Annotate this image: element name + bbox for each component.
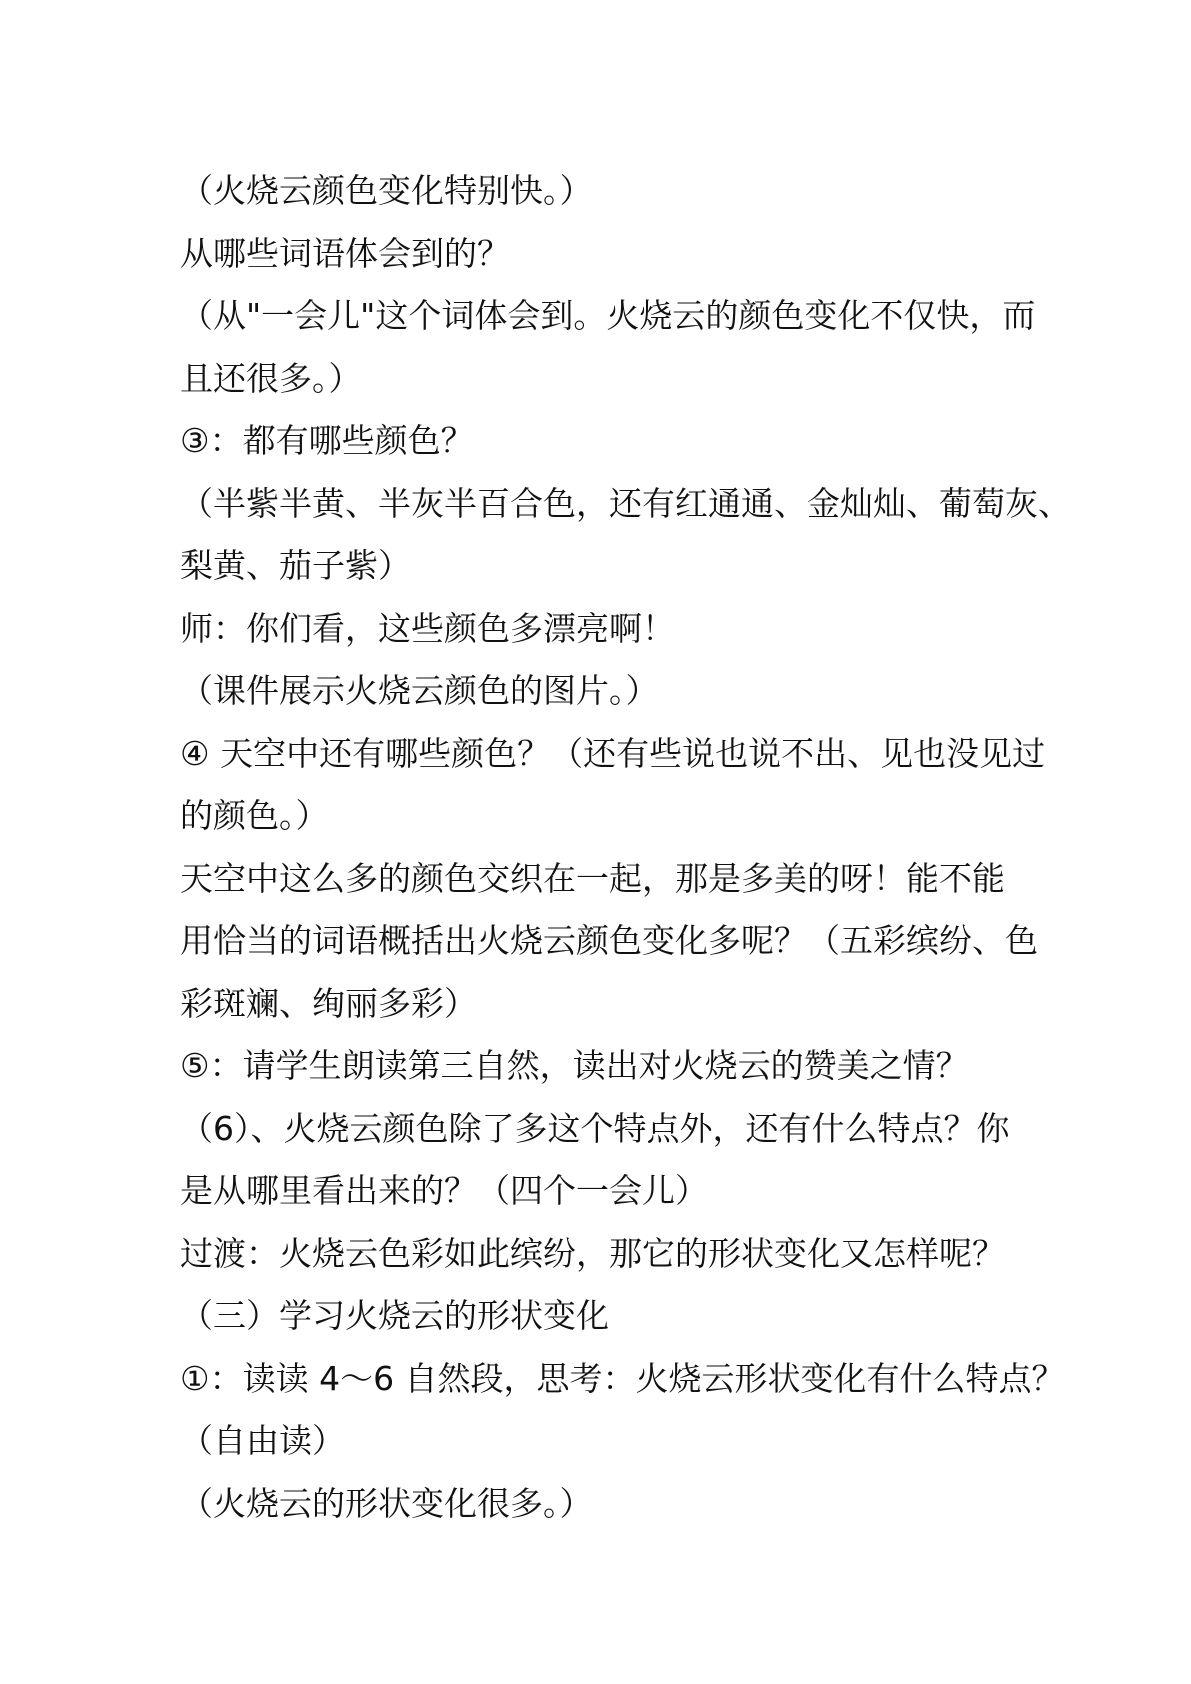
text-line: 过渡：火烧云色彩如此缤纷，那它的形状变化又怎样呢？ xyxy=(180,1233,1005,1273)
text-line: （半紫半黄、半灰半百合色，还有红通通、金灿灿、葡萄灰、 xyxy=(180,483,1071,523)
text-line: 从哪些词语体会到的？ xyxy=(180,233,510,273)
text-line: （火烧云的形状变化很多。） xyxy=(180,1483,593,1523)
document-body xyxy=(180,160,1071,1535)
text-line: 彩斑斓、绚丽多彩） xyxy=(180,983,477,1023)
text-line: 的颜色。） xyxy=(180,796,329,835)
text-line: ④ 天空中还有哪些颜色？（还有些说也说不出、见也没见过 xyxy=(180,733,1046,773)
text-line: （三）学习火烧云的形状变化 xyxy=(180,1296,609,1335)
text-line: （课件展示火烧云颜色的图片。） xyxy=(180,671,659,710)
text-line: （自由读） xyxy=(180,1421,345,1460)
text-line: 师：你们看，这些颜色多漂亮啊！ xyxy=(180,608,675,648)
text-line: 用恰当的词语概括出火烧云颜色变化多呢？（五彩缤纷、色 xyxy=(180,921,1038,960)
text-line: 天空中这么多的颜色交织在一起，那是多美的呀！能不能 xyxy=(180,858,1005,898)
text-line: 是从哪里看出来的？（四个一会儿） xyxy=(180,1171,708,1210)
text-line: ③：都有哪些颜色？ xyxy=(180,421,474,460)
text-line: （从"一会儿"这个词体会到。火烧云的颜色变化不仅快，而 xyxy=(180,296,1036,335)
text-line: 梨黄、茄子紫） xyxy=(180,546,411,585)
text-line: 且还很多。） xyxy=(180,358,362,398)
text-line: （火烧云颜色变化特别快。） xyxy=(180,171,593,210)
text-line: ①：读读 4～6 自然段，思考：火烧云形状变化有什么特点？ xyxy=(180,1358,1065,1398)
text-line: ⑤：请学生朗读第三自然，读出对火烧云的赞美之情？ xyxy=(180,1046,969,1085)
text-line: （6）、火烧云颜色除了多这个特点外，还有什么特点？你 xyxy=(180,1108,1010,1148)
